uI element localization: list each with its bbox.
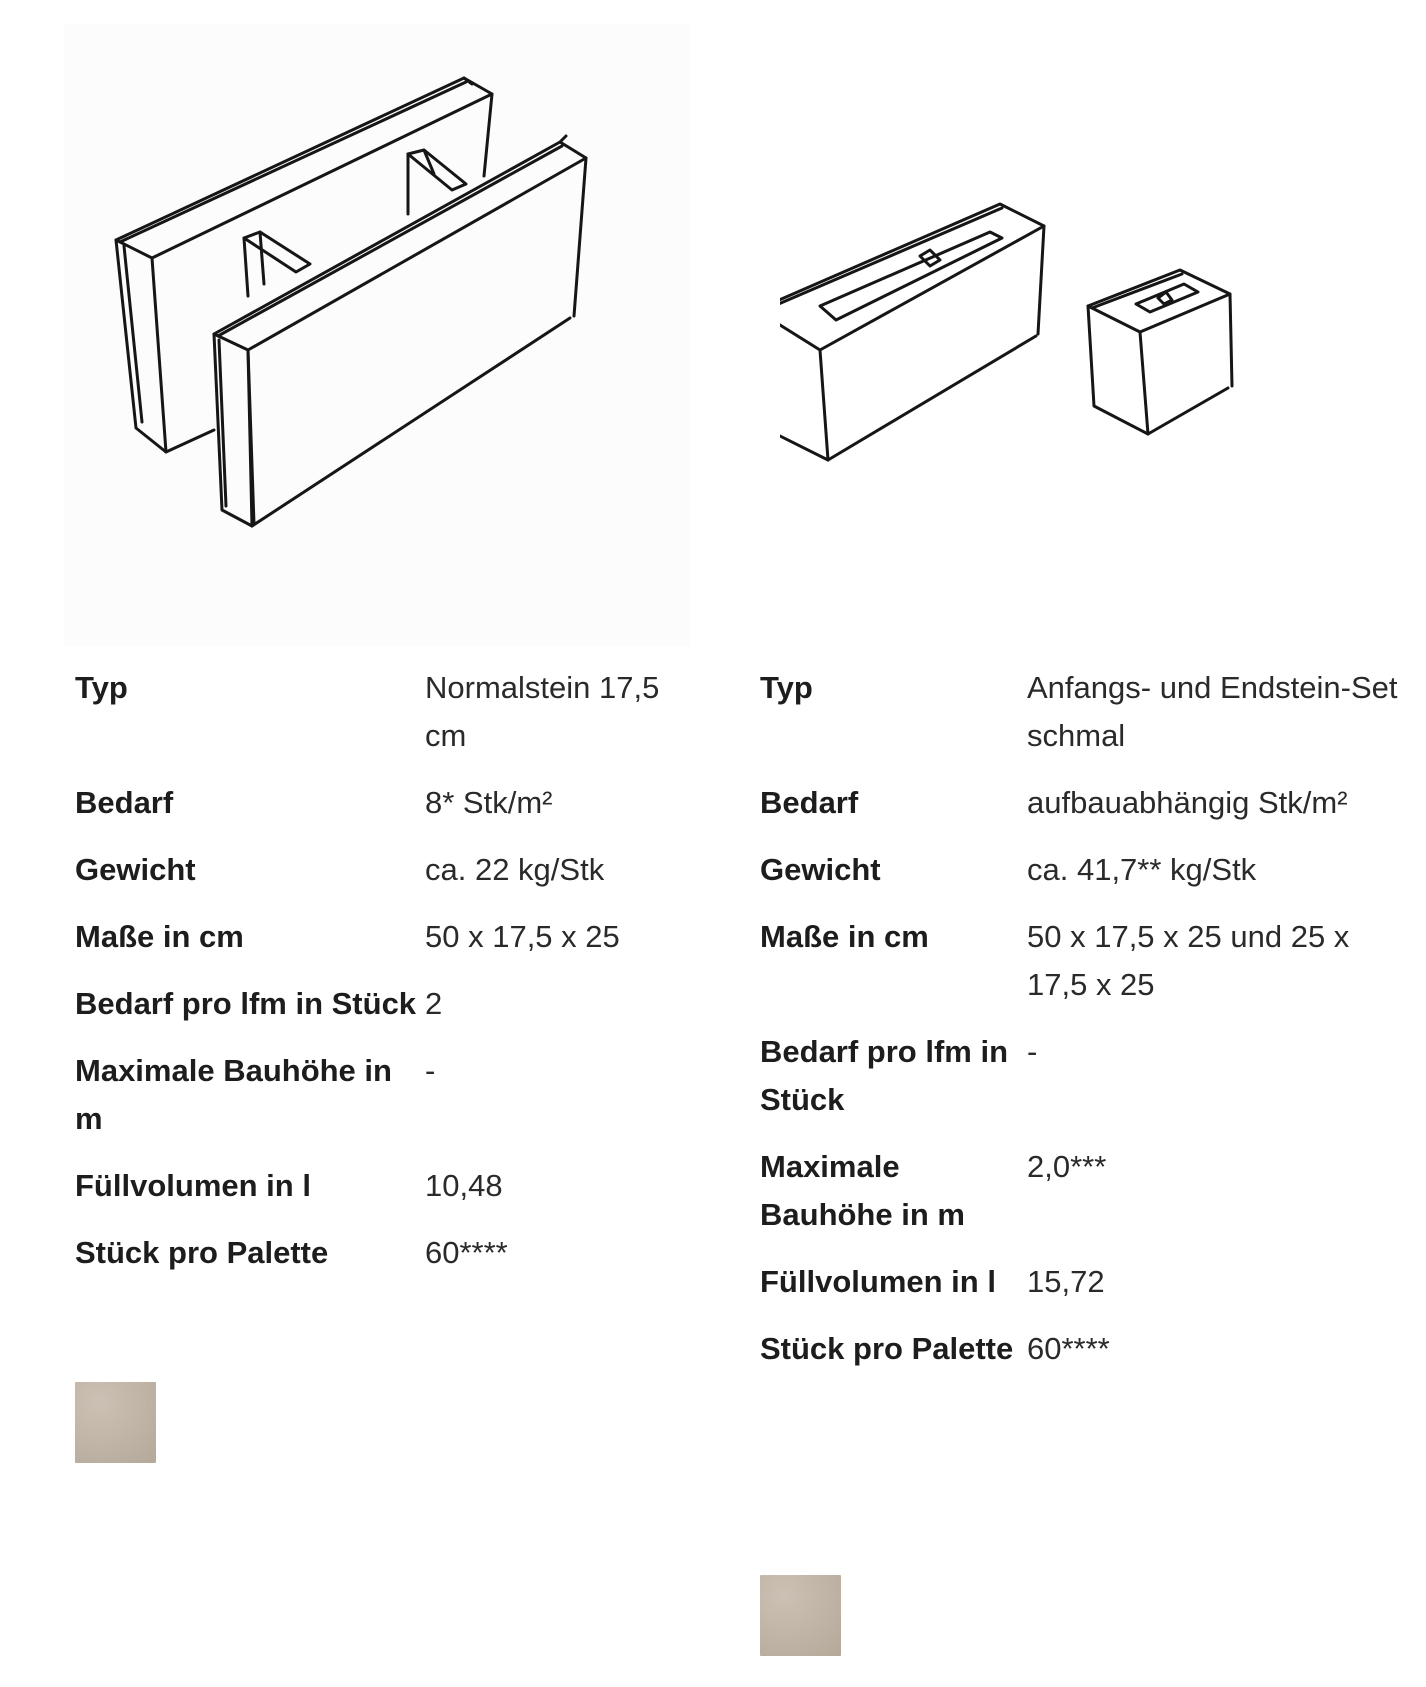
spec-row-gewicht	[75, 846, 675, 913]
spec-row-fuellvolumen	[75, 1162, 675, 1229]
spec-table-anfangs-endstein	[760, 664, 1410, 1392]
color-swatch[interactable]	[75, 1382, 156, 1463]
spec-label: Maße in cm	[760, 919, 929, 954]
anfangs-endstein-sketch-image	[780, 170, 1380, 510]
spec-label: Typ	[760, 670, 813, 705]
spec-row-bauhoehe	[75, 1047, 675, 1162]
spec-table-normalstein	[75, 664, 675, 1296]
spec-row-gewicht	[760, 846, 1410, 913]
spec-row-typ	[75, 664, 675, 779]
spec-value: aufbauabhängig Stk/m²	[1027, 785, 1348, 820]
spec-label: Bedarf	[75, 785, 174, 820]
spec-value: ca. 41,7** kg/Stk	[1027, 852, 1257, 887]
spec-value: 60****	[425, 1235, 508, 1270]
spec-label: Bedarf pro lfm in Stück	[760, 1034, 1009, 1117]
spec-value: 50 x 17,5 x 25 und 25 x 17,5 x 25	[1027, 919, 1350, 1002]
spec-value: Normalstein 17,5 cm	[425, 670, 660, 753]
spec-label: Maße in cm	[75, 919, 244, 954]
spec-row-typ	[760, 664, 1410, 779]
spec-label: Gewicht	[760, 852, 881, 887]
spec-label: Typ	[75, 670, 128, 705]
spec-value: ca. 22 kg/Stk	[425, 852, 605, 887]
spec-row-palette	[760, 1325, 1410, 1392]
spec-label: Bedarf pro lfm in Stück	[75, 986, 417, 1021]
spec-row-bauhoehe	[760, 1143, 1410, 1258]
spec-row-bedarf-lfm	[75, 980, 675, 1047]
spec-value: 8* Stk/m²	[425, 785, 553, 820]
spec-label: Füllvolumen in l	[75, 1168, 311, 1203]
spec-label: Gewicht	[75, 852, 196, 887]
spec-row-bedarf-lfm	[760, 1028, 1410, 1143]
spec-value: 2	[425, 986, 443, 1021]
spec-row-masse	[75, 913, 675, 980]
spec-value: 2,0***	[1027, 1149, 1107, 1184]
spec-value: 15,72	[1027, 1264, 1105, 1299]
spec-row-fuellvolumen	[760, 1258, 1410, 1325]
spec-value: 10,48	[425, 1168, 503, 1203]
spec-row-bedarf	[75, 779, 675, 846]
spec-row-palette	[75, 1229, 675, 1296]
normalstein-sketch-image	[64, 24, 690, 646]
spec-value: 50 x 17,5 x 25	[425, 919, 620, 954]
spec-label: Stück pro Palette	[75, 1235, 329, 1270]
spec-label: Bedarf	[760, 785, 859, 820]
spec-value: -	[425, 1053, 436, 1088]
spec-row-bedarf	[760, 779, 1410, 846]
spec-label: Maximale Bauhöhe in m	[760, 1149, 965, 1232]
spec-value: 60****	[1027, 1331, 1110, 1366]
spec-value: Anfangs- und Endstein-Set schmal	[1027, 670, 1398, 753]
color-swatch[interactable]	[760, 1575, 841, 1656]
spec-label: Stück pro Palette	[760, 1331, 1014, 1366]
spec-label: Füllvolumen in l	[760, 1264, 996, 1299]
spec-label: Maximale Bauhöhe in m	[75, 1053, 392, 1136]
spec-row-masse	[760, 913, 1410, 1028]
spec-value: -	[1027, 1034, 1038, 1069]
